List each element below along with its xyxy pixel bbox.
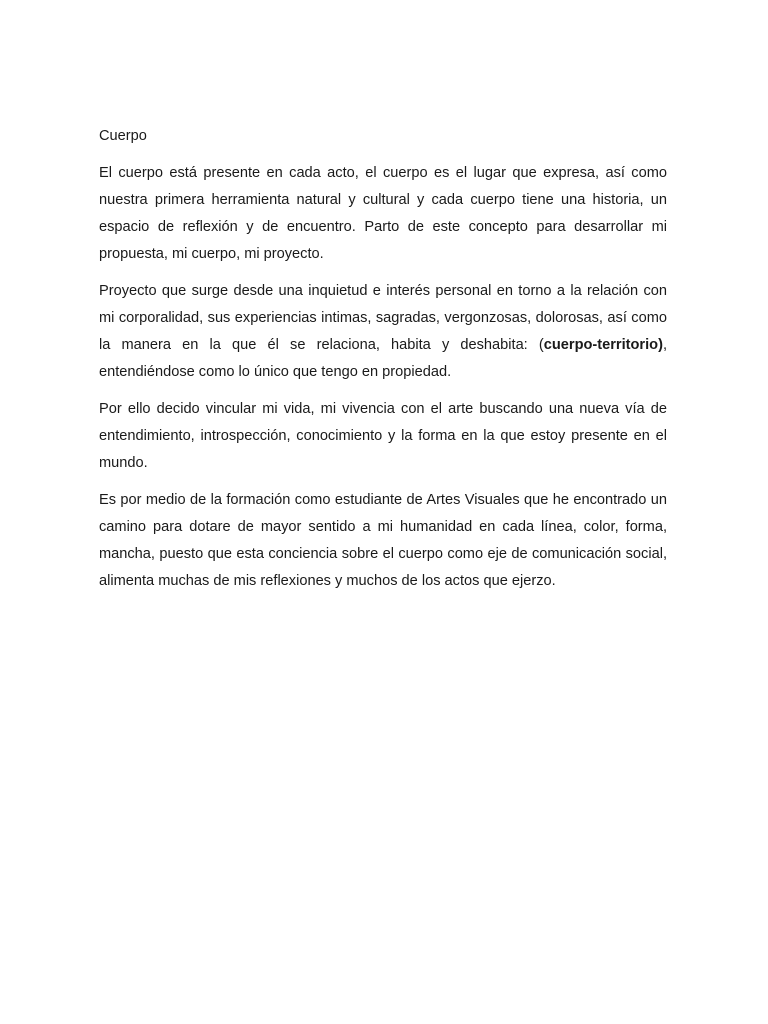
document-body bbox=[99, 123, 667, 605]
paragraph-2-text-after: , entendiéndose como lo único que tengo en propiedad. bbox=[99, 337, 667, 380]
paragraph-3: Por ello decido vincular mi vida, mi vivencia con el arte buscando una nueva vía de entendimiento, introspección, conocimiento y la forma en la que estoy presente en el mundo. bbox=[99, 401, 667, 471]
paragraph-1: El cuerpo está presente en cada acto, el cuerpo es el lugar que expresa, así como nuestra primera herramienta natural y cultural y cada cuerpo tiene una historia, un espacio de reflexión y de encuentro. Parto de este concepto para desarrollar mi propuesta, mi cuerpo, mi proyecto. bbox=[99, 165, 667, 262]
paragraph-2-text-before: Proyecto que surge desde una inquietud e interés personal en torno a la relación con mi corporalidad, sus experiencias intimas, sagradas, vergonzosas, dolorosas, así como la manera en la que él se relaciona, habita y deshabita: ( bbox=[99, 283, 667, 353]
section-heading: Cuerpo bbox=[99, 128, 147, 144]
paragraph-4: Es por medio de la formación como estudiante de Artes Visuales que he encontrado un camino para dotare de mayor sentido a mi humanidad en cada línea, color, forma, mancha, puesto que esta conciencia sobre el cuerpo como eje de comunicación social, alimenta muchas de mis reflexiones y muchos de los actos que ejerzo. bbox=[99, 492, 667, 589]
paragraph-2-bold-term: cuerpo-territorio) bbox=[543, 337, 663, 353]
paragraph-2 bbox=[99, 278, 667, 386]
